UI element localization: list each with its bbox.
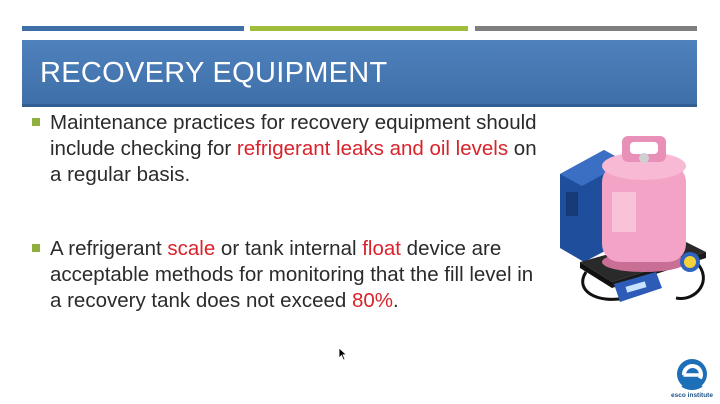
gauge-face xyxy=(684,256,696,268)
title-band xyxy=(22,40,697,107)
bullet-square-icon xyxy=(32,244,40,252)
top-accent-bar-blue xyxy=(22,26,244,31)
bullet-item xyxy=(32,236,542,314)
top-accent-bar-gray xyxy=(475,26,697,31)
bullet-square-icon xyxy=(32,118,40,126)
tank-label xyxy=(612,192,636,232)
bullet-text-segment: or tank internal xyxy=(215,237,363,260)
bullet-text-segment: on a regular basis. xyxy=(50,137,537,186)
bullet-highlight: float xyxy=(362,237,401,260)
bullet-item xyxy=(32,110,542,188)
bullet-text xyxy=(50,110,542,188)
bullet-text-segment: Maintenance practices for recovery equipment should include checking for xyxy=(50,111,537,160)
bullet-text xyxy=(50,236,542,314)
tank-valve xyxy=(639,153,649,163)
bullet-highlight: scale xyxy=(167,237,216,260)
tank-handle-hole xyxy=(630,142,658,154)
bullet-highlight: refrigerant leaks and oil levels xyxy=(236,137,509,160)
recovery-machine-panel xyxy=(566,192,578,216)
bullet-highlight: 80% xyxy=(352,289,394,312)
bullet-text-segment: A refrigerant xyxy=(50,237,168,260)
bullet-text-segment: . xyxy=(393,289,399,312)
slide-title: RECOVERY EQUIPMENT xyxy=(40,57,388,89)
logo-text: esco institute xyxy=(671,392,713,399)
top-accent-bar-green xyxy=(250,26,468,31)
bullet-text-segment: device are acceptable methods for monitoring that the fill level in a recovery tank does not exceed xyxy=(50,237,534,312)
mouse-cursor-icon xyxy=(338,347,348,361)
recovery-equipment-photo xyxy=(556,112,714,312)
